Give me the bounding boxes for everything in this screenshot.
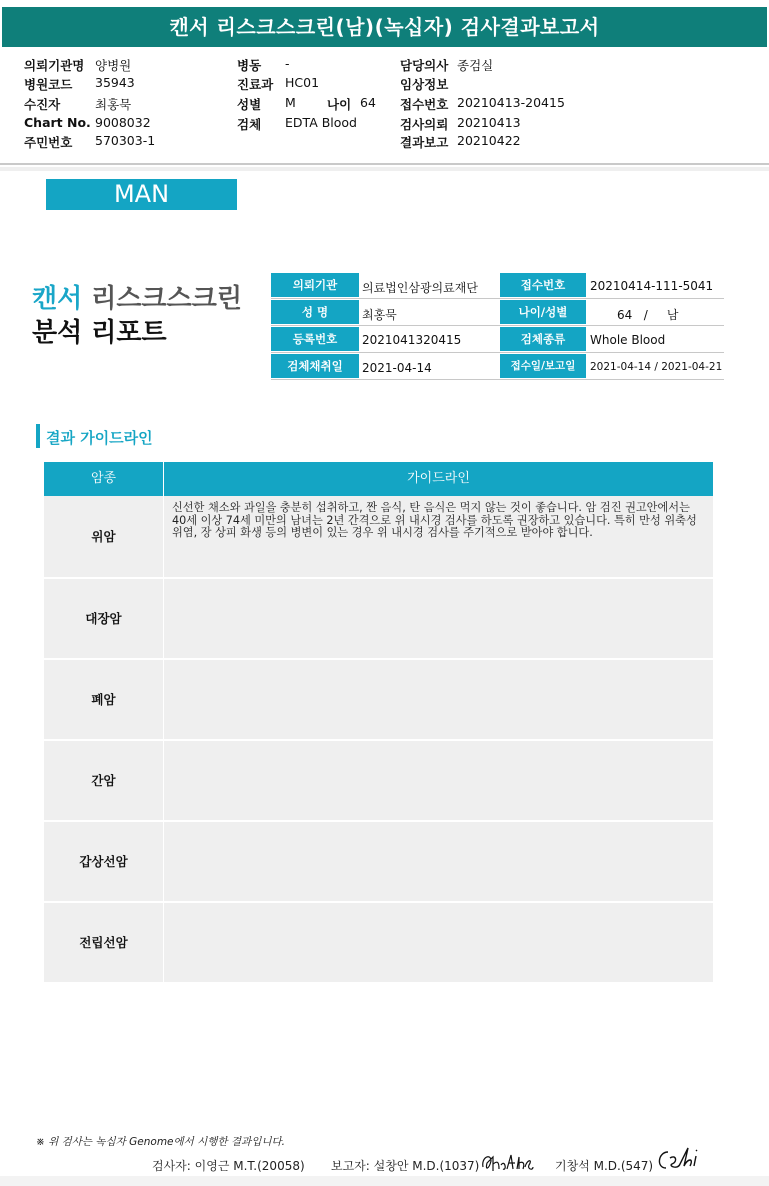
meta-value-doctor: 종검실 — [457, 58, 494, 73]
info-row-line — [271, 298, 724, 299]
meta-label-request-date: 검사의뢰 — [400, 117, 449, 132]
info-label-name: 성 명 — [271, 300, 359, 324]
meta-value-age: 64 — [360, 95, 376, 110]
cancer-type-colorectal: 대장암 — [85, 611, 122, 626]
section-title-guideline: 결과 가이드라인 — [46, 429, 153, 447]
meta-label-department: 진료과 — [237, 77, 274, 92]
meta-value-report-date: 20210422 — [457, 133, 521, 148]
meta-value-specimen: EDTA Blood — [285, 115, 357, 130]
cancer-type-stomach: 위암 — [91, 529, 116, 544]
table-row — [44, 660, 713, 739]
info-label-institution: 의뢰기관 — [271, 273, 359, 297]
meta-label-chart-no: Chart No. — [24, 115, 91, 130]
table-row — [44, 496, 713, 577]
info-value-institution: 의료법인삼광의료재단 — [362, 281, 478, 295]
info-label-age-sex: 나이/성별 — [500, 300, 586, 324]
meta-value-hospital: 양병원 — [95, 58, 132, 73]
meta-value-receipt-no: 20210413-20415 — [457, 95, 565, 110]
info-label-specimen-type: 검체종류 — [500, 327, 586, 351]
cell-divider — [163, 496, 164, 577]
info-row-line — [271, 379, 724, 380]
info-label-registration-no: 등록번호 — [271, 327, 359, 351]
info-value-collection-date: 2021-04-14 — [362, 361, 432, 375]
meta-label-sex: 성별 — [237, 97, 262, 112]
divider — [0, 163, 769, 165]
brand-title — [32, 278, 242, 315]
info-value-specimen-type: Whole Blood — [590, 333, 666, 347]
meta-label-specimen: 검체 — [237, 117, 262, 132]
tester-name: 검사자: 이영근 M.T.(20058) — [152, 1159, 305, 1173]
brand-title-part2: 리스크스크린 — [91, 284, 242, 314]
meta-label-age: 나이 — [327, 97, 352, 112]
footer-note: ※ 위 검사는 녹십자 Genome에서 시행한 결과입니다. — [36, 1136, 285, 1148]
report-title: 캔서 리스크스크린(남)(녹십자) 검사결과보고서 — [2, 7, 767, 47]
section-marker — [36, 424, 40, 448]
brand-title-part1: 캔서 — [32, 284, 83, 314]
cell-divider — [163, 660, 164, 739]
cancer-type-lung: 폐암 — [91, 692, 116, 707]
info-row-line — [271, 352, 724, 353]
meta-label-doctor: 담당의사 — [400, 58, 449, 73]
meta-value-chart-no: 9008032 — [95, 115, 151, 130]
approver-signature — [654, 1144, 706, 1174]
meta-value-ward: - — [285, 56, 290, 71]
cancer-type-thyroid: 갑상선암 — [79, 854, 128, 869]
meta-value-patient: 최홍묵 — [95, 97, 132, 112]
meta-label-receipt-no: 접수번호 — [400, 97, 449, 112]
table-row — [44, 903, 713, 982]
meta-label-resident-no: 주민번호 — [24, 135, 73, 150]
page-bottom-strip — [0, 1176, 769, 1186]
approver-name: 기창석 M.D.(547) — [555, 1159, 654, 1173]
cancer-type-liver: 간암 — [91, 773, 116, 788]
info-value-age-sex: 64 / 남 — [617, 308, 679, 322]
info-value-name: 최홍묵 — [362, 308, 397, 322]
cell-divider — [163, 579, 164, 658]
guideline-text-stomach: 신선한 채소와 과일을 충분히 섭취하고, 짠 음식, 탄 음식은 먹지 않는 것이 좋습니다. 암 검진 권고안에서는 40세 이상 74세 미만의 남녀는 2년 간격으로 위 내시경 검사를 하도록 권장하고 있습니다. 특히 만성 위축성 위염, 장 상피 화생 등의 병변이 있는 경우 위 내시경 검사를 주기적으로 받아야 합니다. — [172, 501, 697, 539]
cell-divider — [163, 741, 164, 820]
meta-label-hospital-code: 병원코드 — [24, 77, 73, 92]
meta-label-ward: 병동 — [237, 58, 262, 73]
info-row-line — [271, 325, 724, 326]
info-label-receipt-no: 접수번호 — [500, 273, 586, 297]
meta-label-hospital: 의뢰기관명 — [24, 58, 85, 73]
report-header — [0, 0, 769, 52]
meta-label-patient: 수진자 — [24, 97, 61, 112]
meta-value-request-date: 20210413 — [457, 115, 521, 130]
divider-shadow — [0, 167, 769, 171]
meta-value-hospital-code: 35943 — [95, 75, 135, 90]
cell-divider — [163, 822, 164, 901]
reporter-signature — [479, 1149, 535, 1175]
cancer-type-prostate: 전립선암 — [79, 935, 128, 950]
info-label-receipt-report-date: 접수일/보고일 — [500, 354, 586, 378]
info-value-registration-no: 2021041320415 — [362, 333, 462, 347]
brand-subtitle: 분석 리포트 — [32, 318, 167, 348]
meta-value-resident-no: 570303-1 — [95, 133, 156, 148]
table-row — [44, 741, 713, 820]
meta-value-sex: M — [285, 95, 296, 110]
meta-value-department: HC01 — [285, 75, 320, 90]
info-label-collection-date: 검체채취일 — [271, 354, 359, 378]
meta-label-clinical-info: 임상정보 — [400, 77, 449, 92]
meta-label-report-date: 결과보고 — [400, 135, 449, 150]
cell-divider — [163, 903, 164, 982]
table-header-cancer: 암종 — [44, 462, 163, 496]
table-row — [44, 579, 713, 658]
info-value-receipt-report-date: 2021-04-14 / 2021-04-21 — [590, 361, 723, 373]
reporter-name: 보고자: 설창안 M.D.(1037) — [331, 1159, 480, 1173]
info-value-receipt-no: 20210414-111-5041 — [590, 279, 714, 293]
gender-badge: MAN — [46, 179, 237, 210]
table-header-guideline: 가이드라인 — [164, 462, 713, 496]
table-row — [44, 822, 713, 901]
